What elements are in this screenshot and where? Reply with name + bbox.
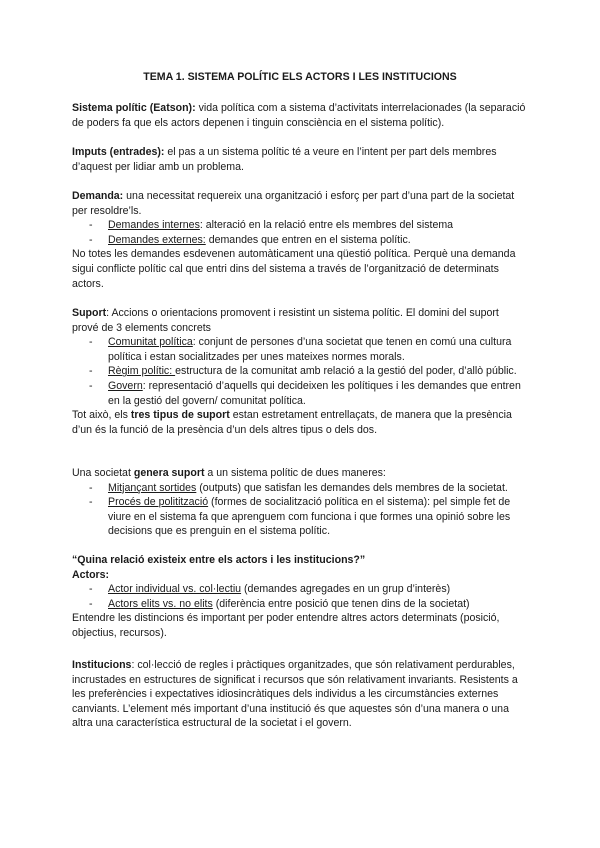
text-run: Una societat: [72, 467, 134, 479]
list-term: Règim polític:: [108, 365, 176, 378]
section-actors: [72, 553, 528, 641]
term-imputs: Imputs (entrades):: [72, 146, 165, 158]
paragraph: [72, 466, 528, 481]
list-term: Demandes internes: [108, 219, 200, 232]
list-item: [108, 495, 528, 539]
text-run: estan estretament entrellaçats, de manera que la presència d’un és la funció de la presència d’un dels altres tipus o dels dos.: [72, 409, 512, 436]
list-item: [108, 233, 528, 248]
actors-list: [72, 582, 528, 611]
list-text: (demandes agregades en un grup d’interès): [241, 583, 451, 596]
list-text: : conjunt de persones d’una societat que tenen en comú una cultura política i estan socialitzades per unes mateixes normes morals.: [108, 336, 512, 363]
list-item: [108, 218, 528, 233]
term-institucions: Institucions: [72, 659, 132, 671]
text-run: a un sistema polític de dues maneres:: [204, 467, 386, 479]
list-item: [108, 597, 528, 612]
section-sistema-politic: [72, 101, 528, 130]
list-term: Comunitat política: [108, 336, 193, 349]
list-text: : representació d’aquells qui decideixen les polítiques i les demandes que entren en la gestió del govern/ comunitat política.: [108, 379, 521, 407]
section-suport: [72, 306, 528, 437]
paragraph: [72, 145, 528, 174]
list-text: (formes de socialització política en el sistema): pel simple fet de viure en el sistema fa que aprenguem com funciona i que formes una opinió sobre les decisions que es prenguin en el sistema polític.: [108, 496, 511, 538]
paragraph: [72, 101, 528, 130]
list-text: (diferència entre posició que tenen dins de la societat): [212, 597, 470, 610]
section-imputs: [72, 145, 528, 174]
paragraph: Entendre les distincions és important per poder entendre altres actors determinats (posició, objectius, recursos).: [72, 612, 500, 639]
definition-text: : col·lecció de regles i pràctiques organitzades, que són relativament perdurables, incrustades en estructures de significat i recursos que són relativament invariants. Resistents a les preferències i expectatives idiosincràtiques dels individus a les circumstàncies externes canviants. L’element més important d’una institució és que aquestes són d’una manera o una altra una característica estructural de la societat i el govern.: [72, 659, 518, 730]
list-item: [108, 364, 528, 379]
definition-text: el pas a un sistema polític té a veure en l’intent per part dels membres d’aquest per lidiar amb un problema.: [72, 146, 497, 173]
document-title: TEMA 1. SISTEMA POLÍTIC ELS ACTORS I LES INSTITUCIONS: [143, 71, 457, 83]
text-run: Tot això, els: [72, 409, 131, 422]
list-item: [108, 379, 528, 408]
term-suport: Suport: [72, 307, 107, 319]
demanda-list: [72, 218, 528, 247]
list-term: Demandes externes:: [108, 233, 206, 246]
list-text: (outputs) que satisfan les demandes dels membres de la societat.: [196, 481, 508, 494]
suport-list: [72, 335, 528, 408]
section-heading-actors: Actors:: [72, 568, 110, 581]
paragraph: No totes les demandes esdevenen automàticament una qüestió política. Perquè una demanda sigui conflicte polític cal que entri dins del sistema a través de l’organització de determinats actors.: [72, 248, 516, 290]
list-term: Govern: [108, 379, 143, 392]
section-demanda: [72, 189, 528, 291]
definition-text: una necessitat requereix una organització i esforç per part d’una part de la societat per resoldre’ls.: [72, 190, 515, 217]
list-text: estructura de la comunitat amb relació a la gestió del poder, d’allò públic.: [175, 365, 517, 378]
list-item: [108, 481, 528, 496]
list-term: Actor individual vs. col·lectiu: [108, 583, 242, 596]
paragraph: [72, 306, 528, 335]
paragraph: [72, 408, 528, 437]
list-term: Mitjançant sortides: [108, 481, 197, 494]
list-term: Procés de politització: [108, 496, 209, 509]
genera-list: [72, 481, 528, 539]
term-genera-suport: genera suport: [133, 467, 205, 479]
term-demanda: Demanda:: [72, 190, 124, 202]
term-sistema-politic: Sistema polític (Eatson):: [72, 102, 196, 114]
list-term: Actors elits vs. no elits: [108, 597, 213, 610]
list-item: [108, 582, 528, 597]
definition-text: vida política com a sistema d’activitats interrelacionades (la separació de poders fa que els actors depenen i tinguin consciència en el sistema polític).: [72, 102, 526, 129]
term-tres-tipus: tres tipus de suport: [130, 409, 230, 422]
list-text: demandes que entren en el sistema polític.: [205, 233, 411, 246]
paragraph: [72, 189, 528, 218]
definition-text: : Accions o orientacions promovent i resistint un sistema polític. El domini del suport prové de 3 elements concrets: [72, 307, 499, 334]
list-item: [108, 335, 528, 364]
section-genera-suport: [72, 466, 528, 539]
section-institucions: [72, 658, 528, 731]
list-text: : alteració en la relació entre els membres del sistema: [199, 219, 454, 232]
paragraph: [72, 658, 528, 731]
section-question: “Quina relació existeix entre els actors i les institucions?”: [72, 554, 366, 566]
